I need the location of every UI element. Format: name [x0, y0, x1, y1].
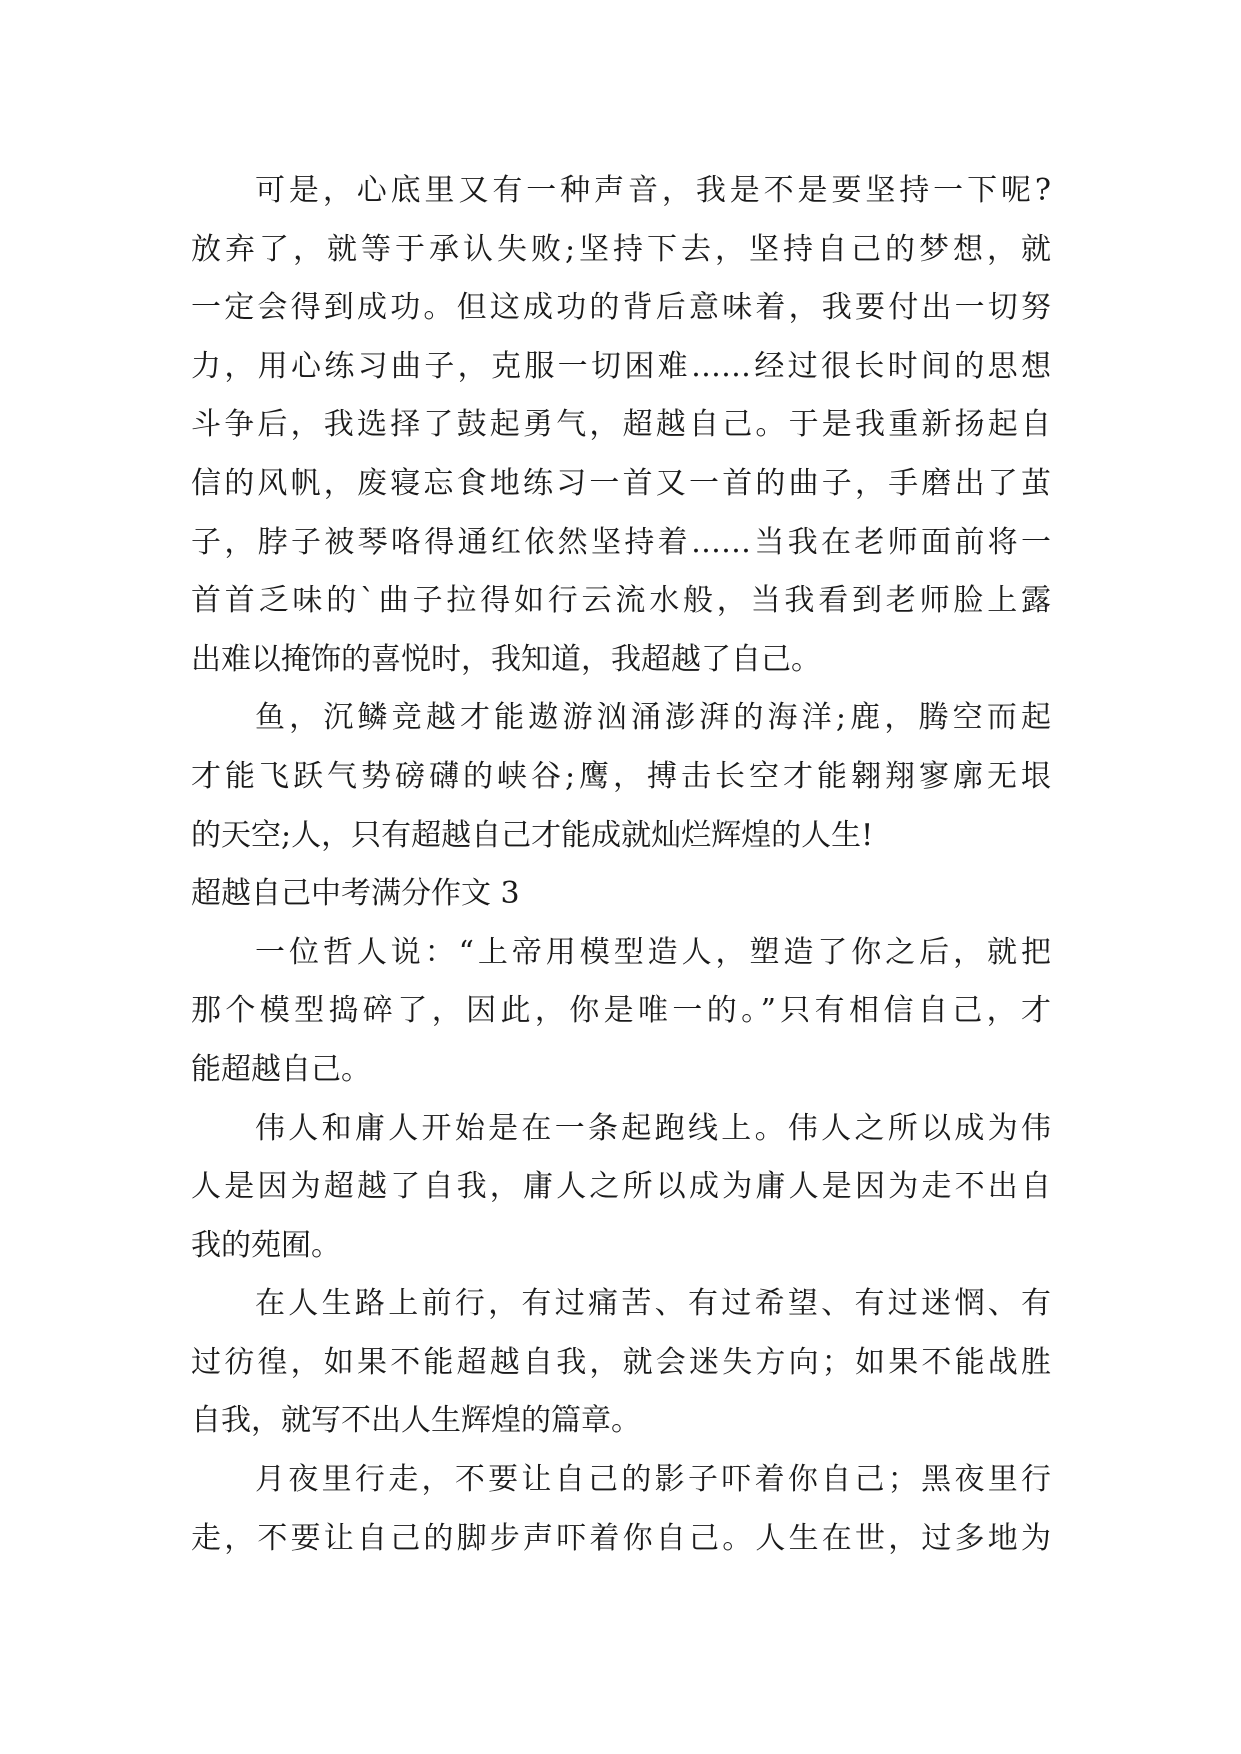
text-line: 的天空;人，只有超越自己才能成就灿烂辉煌的人生! [191, 817, 874, 853]
essay-heading: 超越自己中考满分作文 3 [191, 876, 520, 912]
text-line: 一位哲人说：“上帝用模型造人，塑造了你之后，就把 [255, 934, 1051, 970]
text-line: 在人生路上前行，有过痛苦、有过希望、有过迷惘、有 [255, 1286, 1051, 1322]
text-line: 能超越自己。 [191, 1051, 371, 1087]
text-line: 自我，就写不出人生辉煌的篇章。 [191, 1403, 641, 1439]
text-line: 伟人和庸人开始是在一条起跑线上。伟人之所以成为伟 [255, 1110, 1051, 1146]
text-line: 月夜里行走，不要让自己的影子吓着你自己；黑夜里行 [255, 1462, 1051, 1498]
text-line: 出难以掩饰的喜悦时，我知道，我超越了自己。 [191, 641, 821, 677]
text-line: 子，脖子被琴咯得通红依然坚持着……当我在老师面前将一 [191, 524, 1051, 560]
text-line: 人是因为超越了自我，庸人之所以成为庸人是因为走不出自 [191, 1169, 1051, 1205]
text-line: 信的风帆，废寝忘食地练习一首又一首的曲子，手磨出了茧 [191, 465, 1051, 501]
text-line: 放弃了，就等于承认失败;坚持下去，坚持自己的梦想，就 [191, 231, 1051, 267]
text-line: 首首乏味的`曲子拉得如行云流水般，当我看到老师脸上露 [191, 583, 1051, 619]
document-page [191, 162, 1051, 1568]
text-line: 鱼，沉鳞竞越才能遨游汹涌澎湃的海洋;鹿，腾空而起 [255, 700, 1051, 736]
text-line: 力，用心练习曲子，克服一切困难……经过很长时间的思想 [191, 348, 1051, 384]
text-line: 过彷徨，如果不能超越自我，就会迷失方向；如果不能战胜 [191, 1344, 1051, 1380]
text-line: 才能飞跃气势磅礴的峡谷;鹰，搏击长空才能翱翔寥廓无垠 [191, 758, 1051, 794]
text-line: 走，不要让自己的脚步声吓着你自己。人生在世，过多地为 [191, 1520, 1051, 1556]
text-line: 斗争后，我选择了鼓起勇气，超越自己。于是我重新扬起自 [191, 407, 1051, 443]
text-line: 可是，心底里又有一种声音，我是不是要坚持一下呢? [255, 173, 1051, 208]
text-line: 那个模型捣碎了，因此，你是唯一的。”只有相信自己，才 [191, 993, 1051, 1029]
text-line: 一定会得到成功。但这成功的背后意味着，我要付出一切努 [191, 290, 1051, 326]
text-line: 我的苑囿。 [191, 1227, 341, 1263]
